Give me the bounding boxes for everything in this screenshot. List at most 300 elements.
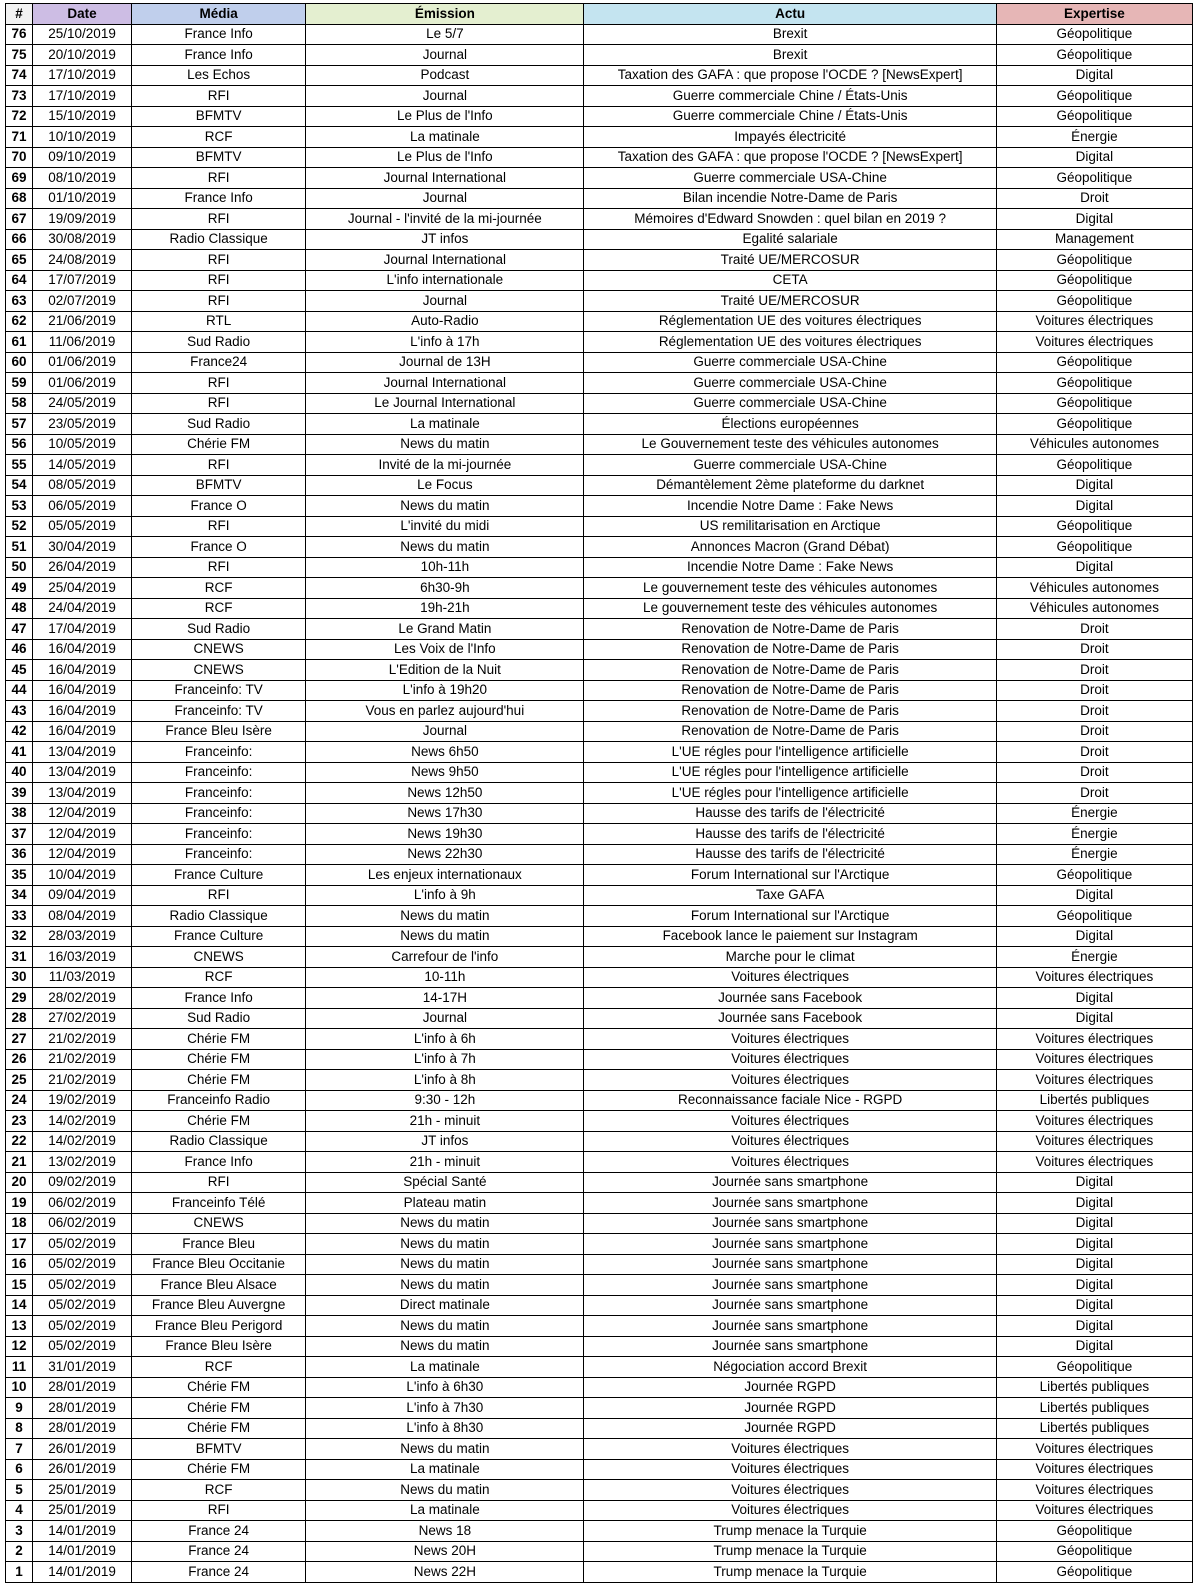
cell-date[interactable]: 19/02/2019: [33, 1090, 132, 1111]
cell-actu[interactable]: Journée sans smartphone: [584, 1213, 996, 1234]
cell-media[interactable]: Sud Radio: [132, 619, 306, 640]
cell-media[interactable]: RFI: [132, 373, 306, 394]
cell-number[interactable]: 29: [6, 988, 33, 1009]
cell-media[interactable]: Franceinfo:: [132, 783, 306, 804]
cell-media[interactable]: RCF: [132, 127, 306, 148]
cell-emission[interactable]: News du matin: [306, 1275, 584, 1296]
cell-actu[interactable]: Guerre commerciale USA-Chine: [584, 455, 996, 476]
cell-actu[interactable]: Journée sans Facebook: [584, 988, 996, 1009]
cell-actu[interactable]: Voitures électriques: [584, 1480, 996, 1501]
cell-emission[interactable]: 21h - minuit: [306, 1111, 584, 1132]
cell-number[interactable]: 13: [6, 1316, 33, 1337]
cell-expertise[interactable]: Droit: [996, 188, 1192, 209]
cell-date[interactable]: 13/04/2019: [33, 742, 132, 763]
cell-media[interactable]: Sud Radio: [132, 414, 306, 435]
cell-actu[interactable]: Voitures électriques: [584, 1459, 996, 1480]
cell-date[interactable]: 26/04/2019: [33, 557, 132, 578]
cell-emission[interactable]: News 22H: [306, 1562, 584, 1583]
cell-emission[interactable]: 10-11h: [306, 967, 584, 988]
cell-expertise[interactable]: Géopolitique: [996, 352, 1192, 373]
cell-actu[interactable]: Voitures électriques: [584, 1070, 996, 1091]
cell-actu[interactable]: Renovation de Notre-Dame de Paris: [584, 701, 996, 722]
cell-media[interactable]: Radio Classique: [132, 1131, 306, 1152]
cell-expertise[interactable]: Digital: [996, 1234, 1192, 1255]
cell-number[interactable]: 1: [6, 1562, 33, 1583]
cell-media[interactable]: France Bleu Auvergne: [132, 1295, 306, 1316]
cell-emission[interactable]: La matinale: [306, 1459, 584, 1480]
cell-expertise[interactable]: Énergie: [996, 803, 1192, 824]
cell-actu[interactable]: Facebook lance le paiement sur Instagram: [584, 926, 996, 947]
cell-number[interactable]: 27: [6, 1029, 33, 1050]
cell-expertise[interactable]: Géopolitique: [996, 250, 1192, 271]
cell-expertise[interactable]: Voitures électriques: [996, 1500, 1192, 1521]
cell-actu[interactable]: Renovation de Notre-Dame de Paris: [584, 660, 996, 681]
cell-emission[interactable]: News 19h30: [306, 824, 584, 845]
cell-number[interactable]: 57: [6, 414, 33, 435]
cell-date[interactable]: 01/06/2019: [33, 373, 132, 394]
cell-media[interactable]: RFI: [132, 557, 306, 578]
cell-expertise[interactable]: Droit: [996, 721, 1192, 742]
cell-expertise[interactable]: Voitures électriques: [996, 1131, 1192, 1152]
cell-emission[interactable]: Le Plus de l'Info: [306, 106, 584, 127]
cell-emission[interactable]: News du matin: [306, 926, 584, 947]
header-date[interactable]: Date: [33, 4, 132, 25]
cell-number[interactable]: 51: [6, 537, 33, 558]
cell-actu[interactable]: Taxation des GAFA : que propose l'OCDE ? [NewsExpert]: [584, 65, 996, 86]
cell-date[interactable]: 25/04/2019: [33, 578, 132, 599]
cell-expertise[interactable]: Géopolitique: [996, 1357, 1192, 1378]
cell-emission[interactable]: L'info à 9h: [306, 885, 584, 906]
cell-actu[interactable]: Journée sans smartphone: [584, 1193, 996, 1214]
cell-expertise[interactable]: Géopolitique: [996, 1521, 1192, 1542]
cell-media[interactable]: CNEWS: [132, 639, 306, 660]
cell-media[interactable]: Radio Classique: [132, 906, 306, 927]
cell-actu[interactable]: Journée RGPD: [584, 1418, 996, 1439]
cell-media[interactable]: Sud Radio: [132, 1008, 306, 1029]
cell-date[interactable]: 21/02/2019: [33, 1029, 132, 1050]
cell-date[interactable]: 16/04/2019: [33, 721, 132, 742]
cell-media[interactable]: France O: [132, 537, 306, 558]
cell-date[interactable]: 28/01/2019: [33, 1377, 132, 1398]
cell-number[interactable]: 34: [6, 885, 33, 906]
cell-number[interactable]: 74: [6, 65, 33, 86]
cell-date[interactable]: 21/02/2019: [33, 1070, 132, 1091]
cell-expertise[interactable]: Énergie: [996, 824, 1192, 845]
cell-date[interactable]: 01/06/2019: [33, 352, 132, 373]
cell-actu[interactable]: Réglementation UE des voitures électriques: [584, 311, 996, 332]
cell-date[interactable]: 16/03/2019: [33, 947, 132, 968]
cell-expertise[interactable]: Digital: [996, 1254, 1192, 1275]
cell-number[interactable]: 6: [6, 1459, 33, 1480]
cell-expertise[interactable]: Géopolitique: [996, 393, 1192, 414]
cell-number[interactable]: 22: [6, 1131, 33, 1152]
cell-actu[interactable]: Brexit: [584, 24, 996, 45]
cell-date[interactable]: 16/04/2019: [33, 680, 132, 701]
cell-actu[interactable]: Incendie Notre Dame : Fake News: [584, 496, 996, 517]
cell-date[interactable]: 15/10/2019: [33, 106, 132, 127]
cell-date[interactable]: 13/02/2019: [33, 1152, 132, 1173]
cell-date[interactable]: 06/02/2019: [33, 1193, 132, 1214]
cell-actu[interactable]: Traité UE/MERCOSUR: [584, 250, 996, 271]
cell-actu[interactable]: Voitures électriques: [584, 1029, 996, 1050]
header-actu[interactable]: Actu: [584, 4, 996, 25]
cell-actu[interactable]: Journée sans smartphone: [584, 1275, 996, 1296]
cell-number[interactable]: 33: [6, 906, 33, 927]
cell-actu[interactable]: Journée sans smartphone: [584, 1295, 996, 1316]
cell-actu[interactable]: Hausse des tarifs de l'électricité: [584, 803, 996, 824]
cell-emission[interactable]: Journal - l'invité de la mi-journée: [306, 209, 584, 230]
cell-expertise[interactable]: Digital: [996, 147, 1192, 168]
cell-media[interactable]: RCF: [132, 967, 306, 988]
cell-date[interactable]: 05/02/2019: [33, 1295, 132, 1316]
cell-number[interactable]: 55: [6, 455, 33, 476]
cell-number[interactable]: 52: [6, 516, 33, 537]
cell-emission[interactable]: L'info à 6h30: [306, 1377, 584, 1398]
cell-expertise[interactable]: Géopolitique: [996, 373, 1192, 394]
cell-expertise[interactable]: Voitures électriques: [996, 1459, 1192, 1480]
cell-emission[interactable]: Auto-Radio: [306, 311, 584, 332]
cell-emission[interactable]: Carrefour de l'info: [306, 947, 584, 968]
cell-number[interactable]: 20: [6, 1172, 33, 1193]
cell-emission[interactable]: News 6h50: [306, 742, 584, 763]
cell-media[interactable]: CNEWS: [132, 947, 306, 968]
cell-date[interactable]: 10/04/2019: [33, 865, 132, 886]
cell-media[interactable]: France Bleu Isère: [132, 1336, 306, 1357]
cell-actu[interactable]: CETA: [584, 270, 996, 291]
cell-emission[interactable]: Journal: [306, 291, 584, 312]
header-media[interactable]: Média: [132, 4, 306, 25]
cell-media[interactable]: France Info: [132, 1152, 306, 1173]
cell-number[interactable]: 2: [6, 1541, 33, 1562]
cell-emission[interactable]: JT infos: [306, 229, 584, 250]
cell-media[interactable]: CNEWS: [132, 1213, 306, 1234]
cell-emission[interactable]: News 20H: [306, 1541, 584, 1562]
cell-actu[interactable]: Trump menace la Turquie: [584, 1541, 996, 1562]
cell-expertise[interactable]: Droit: [996, 680, 1192, 701]
cell-expertise[interactable]: Voitures électriques: [996, 1070, 1192, 1091]
cell-emission[interactable]: 9:30 - 12h: [306, 1090, 584, 1111]
cell-emission[interactable]: La matinale: [306, 127, 584, 148]
cell-emission[interactable]: News du matin: [306, 906, 584, 927]
cell-media[interactable]: Chérie FM: [132, 1029, 306, 1050]
cell-emission[interactable]: L'info à 6h: [306, 1029, 584, 1050]
cell-actu[interactable]: Trump menace la Turquie: [584, 1562, 996, 1583]
cell-number[interactable]: 39: [6, 783, 33, 804]
cell-date[interactable]: 06/05/2019: [33, 496, 132, 517]
cell-number[interactable]: 24: [6, 1090, 33, 1111]
cell-actu[interactable]: L'UE régles pour l'intelligence artificielle: [584, 742, 996, 763]
cell-date[interactable]: 20/10/2019: [33, 45, 132, 66]
cell-number[interactable]: 62: [6, 311, 33, 332]
cell-emission[interactable]: News du matin: [306, 434, 584, 455]
cell-date[interactable]: 14/02/2019: [33, 1131, 132, 1152]
cell-expertise[interactable]: Géopolitique: [996, 1541, 1192, 1562]
cell-actu[interactable]: L'UE régles pour l'intelligence artificielle: [584, 783, 996, 804]
cell-expertise[interactable]: Géopolitique: [996, 86, 1192, 107]
cell-date[interactable]: 06/02/2019: [33, 1213, 132, 1234]
cell-media[interactable]: CNEWS: [132, 660, 306, 681]
cell-actu[interactable]: Le gouvernement teste des véhicules autonomes: [584, 598, 996, 619]
cell-actu[interactable]: Voitures électriques: [584, 967, 996, 988]
cell-expertise[interactable]: Voitures électriques: [996, 1439, 1192, 1460]
cell-expertise[interactable]: Géopolitique: [996, 291, 1192, 312]
cell-media[interactable]: Franceinfo:: [132, 742, 306, 763]
cell-actu[interactable]: Guerre commerciale USA-Chine: [584, 393, 996, 414]
cell-media[interactable]: Chérie FM: [132, 1459, 306, 1480]
cell-emission[interactable]: Les enjeux internationaux: [306, 865, 584, 886]
cell-date[interactable]: 08/05/2019: [33, 475, 132, 496]
cell-expertise[interactable]: Digital: [996, 885, 1192, 906]
cell-number[interactable]: 69: [6, 168, 33, 189]
cell-emission[interactable]: Journal: [306, 721, 584, 742]
cell-number[interactable]: 42: [6, 721, 33, 742]
cell-number[interactable]: 53: [6, 496, 33, 517]
cell-emission[interactable]: News du matin: [306, 537, 584, 558]
cell-number[interactable]: 38: [6, 803, 33, 824]
cell-number[interactable]: 73: [6, 86, 33, 107]
cell-emission[interactable]: News du matin: [306, 1480, 584, 1501]
cell-emission[interactable]: News 12h50: [306, 783, 584, 804]
header-emission[interactable]: Émission: [306, 4, 584, 25]
cell-actu[interactable]: Taxation des GAFA : que propose l'OCDE ? [NewsExpert]: [584, 147, 996, 168]
cell-number[interactable]: 14: [6, 1295, 33, 1316]
cell-number[interactable]: 21: [6, 1152, 33, 1173]
cell-expertise[interactable]: Digital: [996, 209, 1192, 230]
cell-emission[interactable]: News du matin: [306, 1254, 584, 1275]
cell-emission[interactable]: JT infos: [306, 1131, 584, 1152]
cell-date[interactable]: 16/04/2019: [33, 639, 132, 660]
cell-media[interactable]: BFMTV: [132, 475, 306, 496]
cell-date[interactable]: 11/03/2019: [33, 967, 132, 988]
cell-emission[interactable]: L'info à 19h20: [306, 680, 584, 701]
cell-expertise[interactable]: Digital: [996, 988, 1192, 1009]
cell-number[interactable]: 70: [6, 147, 33, 168]
cell-media[interactable]: Franceinfo:: [132, 803, 306, 824]
cell-date[interactable]: 25/01/2019: [33, 1500, 132, 1521]
cell-media[interactable]: RFI: [132, 1172, 306, 1193]
cell-expertise[interactable]: Géopolitique: [996, 865, 1192, 886]
cell-expertise[interactable]: Digital: [996, 557, 1192, 578]
cell-expertise[interactable]: Management: [996, 229, 1192, 250]
cell-actu[interactable]: Forum International sur l'Arctique: [584, 906, 996, 927]
cell-media[interactable]: France24: [132, 352, 306, 373]
cell-number[interactable]: 71: [6, 127, 33, 148]
cell-expertise[interactable]: Digital: [996, 496, 1192, 517]
cell-number[interactable]: 48: [6, 598, 33, 619]
cell-emission[interactable]: L'info à 7h30: [306, 1398, 584, 1419]
cell-expertise[interactable]: Géopolitique: [996, 168, 1192, 189]
cell-number[interactable]: 7: [6, 1439, 33, 1460]
cell-date[interactable]: 12/04/2019: [33, 824, 132, 845]
cell-emission[interactable]: 14-17H: [306, 988, 584, 1009]
cell-date[interactable]: 05/05/2019: [33, 516, 132, 537]
cell-actu[interactable]: US remilitarisation en Arctique: [584, 516, 996, 537]
cell-emission[interactable]: L'Edition de la Nuit: [306, 660, 584, 681]
cell-emission[interactable]: News du matin: [306, 1316, 584, 1337]
cell-number[interactable]: 61: [6, 332, 33, 353]
cell-actu[interactable]: Mémoires d'Edward Snowden : quel bilan en 2019 ?: [584, 209, 996, 230]
cell-media[interactable]: Franceinfo: TV: [132, 680, 306, 701]
cell-actu[interactable]: Le Gouvernement teste des véhicules autonomes: [584, 434, 996, 455]
cell-date[interactable]: 02/07/2019: [33, 291, 132, 312]
cell-media[interactable]: France Bleu Occitanie: [132, 1254, 306, 1275]
cell-actu[interactable]: Annonces Macron (Grand Débat): [584, 537, 996, 558]
cell-actu[interactable]: Impayés électricité: [584, 127, 996, 148]
cell-number[interactable]: 18: [6, 1213, 33, 1234]
cell-actu[interactable]: Reconnaissance faciale Nice - RGPD: [584, 1090, 996, 1111]
cell-date[interactable]: 13/04/2019: [33, 783, 132, 804]
cell-date[interactable]: 17/10/2019: [33, 65, 132, 86]
cell-emission[interactable]: Le Plus de l'Info: [306, 147, 584, 168]
cell-expertise[interactable]: Droit: [996, 701, 1192, 722]
cell-media[interactable]: RFI: [132, 885, 306, 906]
cell-actu[interactable]: Voitures électriques: [584, 1439, 996, 1460]
cell-media[interactable]: Chérie FM: [132, 1377, 306, 1398]
cell-number[interactable]: 65: [6, 250, 33, 271]
cell-media[interactable]: France 24: [132, 1562, 306, 1583]
cell-number[interactable]: 76: [6, 24, 33, 45]
cell-date[interactable]: 17/10/2019: [33, 86, 132, 107]
cell-media[interactable]: RCF: [132, 1357, 306, 1378]
cell-expertise[interactable]: Voitures électriques: [996, 1111, 1192, 1132]
cell-number[interactable]: 32: [6, 926, 33, 947]
cell-media[interactable]: France Bleu Alsace: [132, 1275, 306, 1296]
cell-media[interactable]: Franceinfo:: [132, 844, 306, 865]
cell-media[interactable]: Chérie FM: [132, 434, 306, 455]
cell-emission[interactable]: News du matin: [306, 1439, 584, 1460]
cell-actu[interactable]: Voitures électriques: [584, 1111, 996, 1132]
cell-expertise[interactable]: Géopolitique: [996, 1562, 1192, 1583]
cell-media[interactable]: France Culture: [132, 926, 306, 947]
cell-expertise[interactable]: Énergie: [996, 844, 1192, 865]
cell-actu[interactable]: Incendie Notre Dame : Fake News: [584, 557, 996, 578]
cell-expertise[interactable]: Voitures électriques: [996, 1029, 1192, 1050]
cell-media[interactable]: France Info: [132, 24, 306, 45]
cell-emission[interactable]: Le Focus: [306, 475, 584, 496]
cell-actu[interactable]: Bilan incendie Notre-Dame de Paris: [584, 188, 996, 209]
cell-actu[interactable]: Négociation accord Brexit: [584, 1357, 996, 1378]
cell-media[interactable]: RCF: [132, 1480, 306, 1501]
cell-actu[interactable]: Élections européennes: [584, 414, 996, 435]
cell-expertise[interactable]: Véhicules autonomes: [996, 598, 1192, 619]
cell-number[interactable]: 64: [6, 270, 33, 291]
cell-media[interactable]: Chérie FM: [132, 1070, 306, 1091]
cell-number[interactable]: 19: [6, 1193, 33, 1214]
cell-number[interactable]: 31: [6, 947, 33, 968]
cell-expertise[interactable]: Libertés publiques: [996, 1377, 1192, 1398]
cell-expertise[interactable]: Droit: [996, 619, 1192, 640]
cell-emission[interactable]: Journal International: [306, 373, 584, 394]
cell-date[interactable]: 25/10/2019: [33, 24, 132, 45]
cell-expertise[interactable]: Géopolitique: [996, 455, 1192, 476]
cell-media[interactable]: Franceinfo:: [132, 762, 306, 783]
cell-date[interactable]: 09/04/2019: [33, 885, 132, 906]
cell-emission[interactable]: L'info à 8h30: [306, 1418, 584, 1439]
cell-actu[interactable]: Guerre commerciale Chine / États-Unis: [584, 86, 996, 107]
cell-expertise[interactable]: Libertés publiques: [996, 1418, 1192, 1439]
cell-date[interactable]: 28/01/2019: [33, 1398, 132, 1419]
cell-media[interactable]: BFMTV: [132, 147, 306, 168]
cell-media[interactable]: RFI: [132, 516, 306, 537]
cell-number[interactable]: 43: [6, 701, 33, 722]
cell-number[interactable]: 16: [6, 1254, 33, 1275]
cell-expertise[interactable]: Géopolitique: [996, 45, 1192, 66]
cell-number[interactable]: 47: [6, 619, 33, 640]
cell-actu[interactable]: Voitures électriques: [584, 1131, 996, 1152]
cell-expertise[interactable]: Digital: [996, 1316, 1192, 1337]
cell-media[interactable]: RCF: [132, 578, 306, 599]
cell-date[interactable]: 16/04/2019: [33, 701, 132, 722]
cell-emission[interactable]: Podcast: [306, 65, 584, 86]
cell-actu[interactable]: Hausse des tarifs de l'électricité: [584, 844, 996, 865]
cell-expertise[interactable]: Digital: [996, 1336, 1192, 1357]
cell-date[interactable]: 14/05/2019: [33, 455, 132, 476]
cell-date[interactable]: 13/04/2019: [33, 762, 132, 783]
cell-number[interactable]: 63: [6, 291, 33, 312]
cell-emission[interactable]: Invité de la mi-journée: [306, 455, 584, 476]
cell-date[interactable]: 01/10/2019: [33, 188, 132, 209]
cell-date[interactable]: 19/09/2019: [33, 209, 132, 230]
header-number[interactable]: #: [6, 4, 33, 25]
cell-date[interactable]: 21/06/2019: [33, 311, 132, 332]
cell-actu[interactable]: Démantèlement 2ème plateforme du darknet: [584, 475, 996, 496]
cell-date[interactable]: 28/02/2019: [33, 988, 132, 1009]
cell-actu[interactable]: Guerre commerciale USA-Chine: [584, 373, 996, 394]
cell-date[interactable]: 17/04/2019: [33, 619, 132, 640]
cell-actu[interactable]: Brexit: [584, 45, 996, 66]
cell-actu[interactable]: L'UE régles pour l'intelligence artificielle: [584, 762, 996, 783]
cell-expertise[interactable]: Libertés publiques: [996, 1398, 1192, 1419]
cell-emission[interactable]: 6h30-9h: [306, 578, 584, 599]
cell-emission[interactable]: 19h-21h: [306, 598, 584, 619]
cell-expertise[interactable]: Énergie: [996, 127, 1192, 148]
cell-number[interactable]: 41: [6, 742, 33, 763]
cell-number[interactable]: 30: [6, 967, 33, 988]
cell-media[interactable]: Franceinfo:: [132, 824, 306, 845]
cell-media[interactable]: France Bleu: [132, 1234, 306, 1255]
cell-number[interactable]: 45: [6, 660, 33, 681]
cell-emission[interactable]: Journal de 13H: [306, 352, 584, 373]
cell-emission[interactable]: La matinale: [306, 1357, 584, 1378]
cell-number[interactable]: 49: [6, 578, 33, 599]
cell-actu[interactable]: Voitures électriques: [584, 1049, 996, 1070]
cell-number[interactable]: 75: [6, 45, 33, 66]
cell-emission[interactable]: News du matin: [306, 496, 584, 517]
cell-emission[interactable]: Journal: [306, 188, 584, 209]
cell-expertise[interactable]: Digital: [996, 65, 1192, 86]
cell-emission[interactable]: Journal: [306, 45, 584, 66]
cell-media[interactable]: France Info: [132, 988, 306, 1009]
cell-date[interactable]: 12/04/2019: [33, 803, 132, 824]
cell-emission[interactable]: Plateau matin: [306, 1193, 584, 1214]
cell-date[interactable]: 26/01/2019: [33, 1459, 132, 1480]
cell-emission[interactable]: Journal International: [306, 168, 584, 189]
cell-media[interactable]: RFI: [132, 455, 306, 476]
cell-media[interactable]: Chérie FM: [132, 1111, 306, 1132]
cell-number[interactable]: 40: [6, 762, 33, 783]
cell-date[interactable]: 25/01/2019: [33, 1480, 132, 1501]
cell-media[interactable]: RFI: [132, 1500, 306, 1521]
cell-media[interactable]: France Bleu Isère: [132, 721, 306, 742]
cell-date[interactable]: 10/05/2019: [33, 434, 132, 455]
cell-actu[interactable]: Renovation de Notre-Dame de Paris: [584, 639, 996, 660]
cell-media[interactable]: RFI: [132, 86, 306, 107]
cell-number[interactable]: 25: [6, 1070, 33, 1091]
cell-actu[interactable]: Guerre commerciale USA-Chine: [584, 168, 996, 189]
cell-media[interactable]: France Bleu Perigord: [132, 1316, 306, 1337]
cell-date[interactable]: 21/02/2019: [33, 1049, 132, 1070]
cell-actu[interactable]: Journée RGPD: [584, 1377, 996, 1398]
